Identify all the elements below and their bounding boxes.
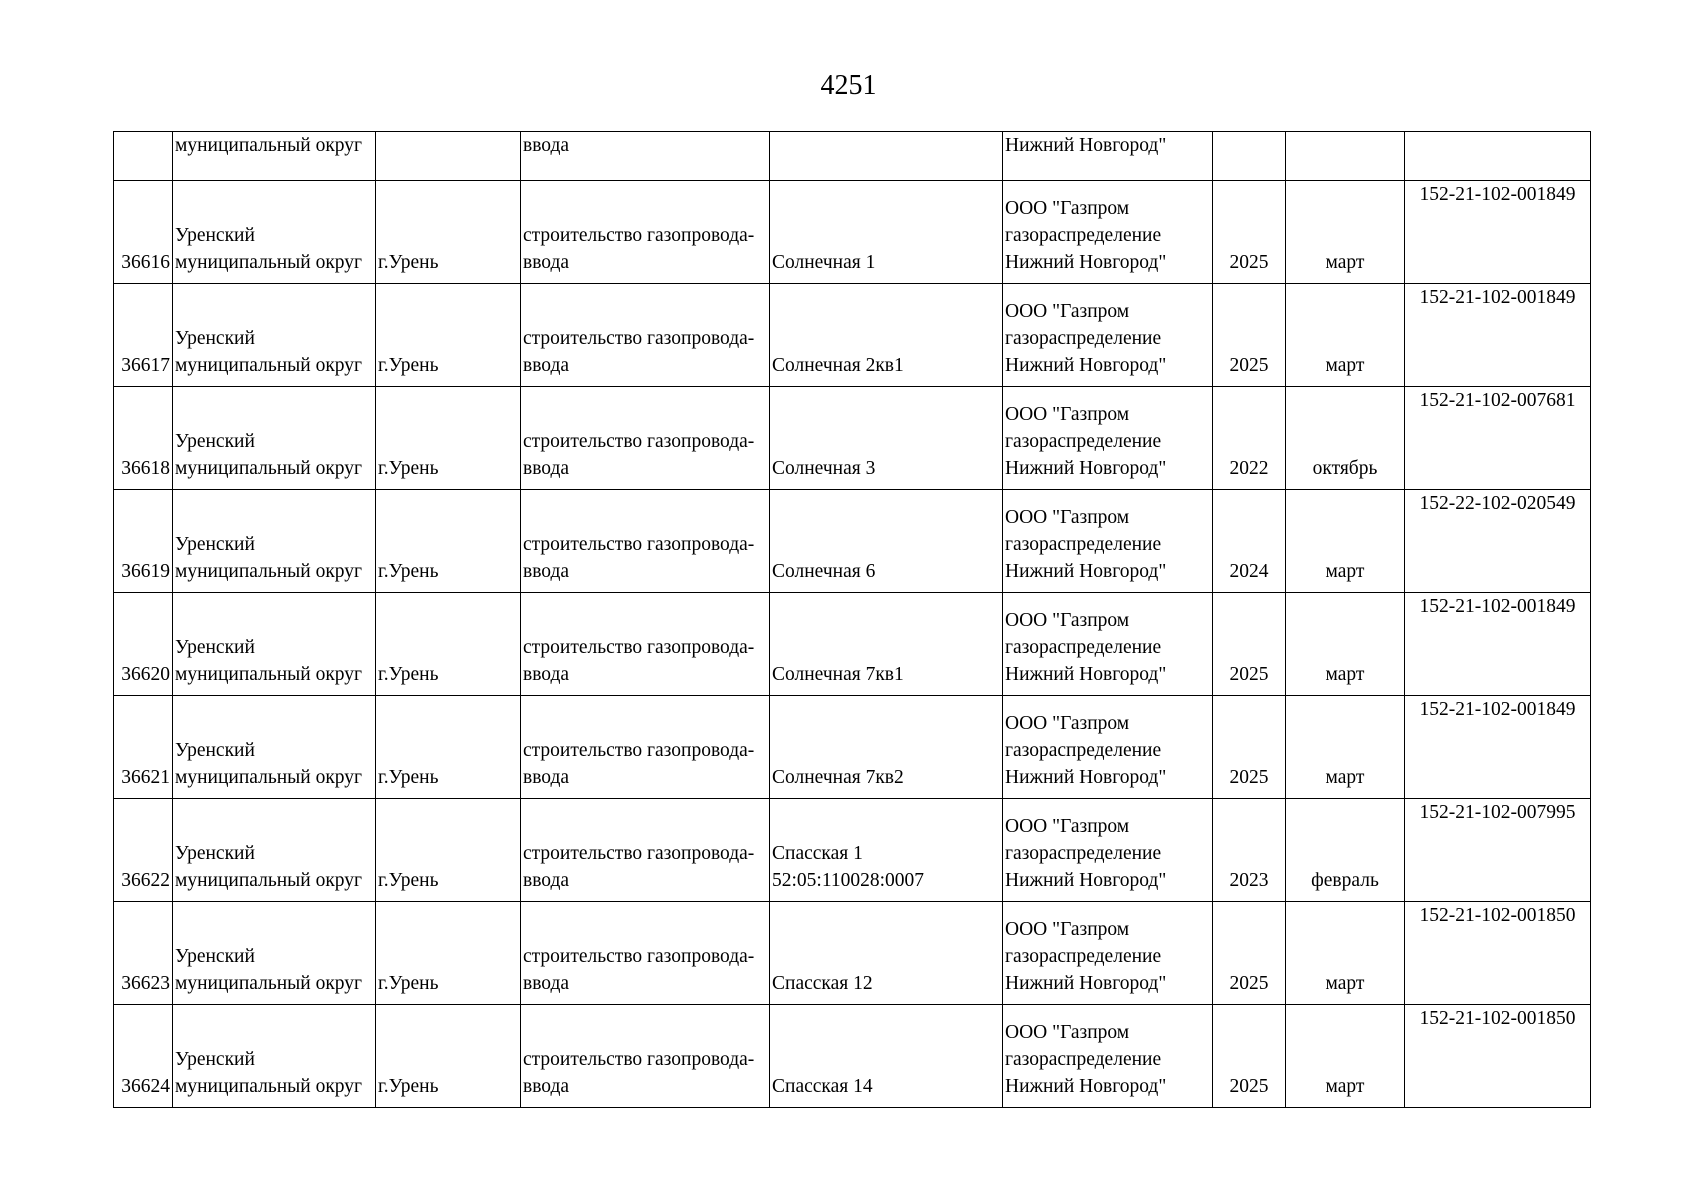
cell-num-value: 36622 xyxy=(121,870,170,891)
table-row xyxy=(114,902,1591,1005)
cell-district-line: муниципальный округ xyxy=(175,561,363,582)
cell-code xyxy=(1405,799,1591,902)
cell-address xyxy=(770,132,1003,181)
cell-locality-value: г.Урень xyxy=(378,767,439,788)
cell-work-line: ввода xyxy=(523,973,570,994)
cell-code-value: 152-22-102-020549 xyxy=(1419,493,1576,514)
cell-num xyxy=(114,132,173,181)
cell-org-line: ООО "Газпром xyxy=(1005,198,1130,219)
cell-district-line: муниципальный округ xyxy=(175,1076,363,1097)
cell-district-line: Уренский xyxy=(175,843,255,864)
cell-address xyxy=(770,284,1003,387)
cell-org-line: ООО "Газпром xyxy=(1005,713,1130,734)
cell-locality-value: г.Урень xyxy=(378,252,439,273)
cell-work-line: ввода xyxy=(523,1076,570,1097)
cell-district-line: муниципальный округ xyxy=(175,458,363,479)
cell-org-line: ООО "Газпром xyxy=(1005,507,1130,528)
table-row xyxy=(114,284,1591,387)
table-row xyxy=(114,593,1591,696)
cell-code-value: 152-21-102-001849 xyxy=(1419,596,1576,617)
cell-address-line: Спасская 1 xyxy=(772,843,863,864)
cell-work-line: ввода xyxy=(523,561,570,582)
cell-code xyxy=(1405,284,1591,387)
cell-district-line: Уренский xyxy=(175,740,255,761)
cell-district-line: Уренский xyxy=(175,328,255,349)
cell-district-line: Уренский xyxy=(175,534,255,555)
cell-code xyxy=(1405,1005,1591,1108)
cell-num-value: 36620 xyxy=(121,664,170,685)
cell-address xyxy=(770,387,1003,490)
cell-org-line: ООО "Газпром xyxy=(1005,610,1130,631)
cell-year-value: 2025 xyxy=(1229,252,1269,273)
cell-month-value: февраль xyxy=(1311,870,1379,891)
cell-month-value: март xyxy=(1325,664,1365,685)
cell-org-line: ООО "Газпром xyxy=(1005,404,1130,425)
cell-code-value: 152-21-102-001850 xyxy=(1419,905,1576,926)
cell-org-line: Нижний Новгород" xyxy=(1005,561,1167,582)
cell-org-line: ООО "Газпром xyxy=(1005,816,1130,837)
cell-org-line: газораспределение xyxy=(1005,225,1162,246)
cell-address-line: Солнечная 2кв1 xyxy=(772,355,904,376)
cell-month xyxy=(1286,799,1405,902)
cell-org-line: Нижний Новгород" xyxy=(1005,458,1167,479)
table-row xyxy=(114,490,1591,593)
cell-org-line: Нижний Новгород" xyxy=(1005,767,1167,788)
cell-num xyxy=(114,1005,173,1108)
cell-locality xyxy=(376,799,521,902)
cell-district-line: муниципальный округ xyxy=(175,664,363,685)
cell-org-line: газораспределение xyxy=(1005,740,1162,761)
cell-year-value: 2022 xyxy=(1229,458,1269,479)
cell-org-line: Нижний Новгород" xyxy=(1005,1076,1167,1097)
cell-num xyxy=(114,593,173,696)
cell-org xyxy=(1003,799,1213,902)
cell-year xyxy=(1213,799,1286,902)
cell-org-line: газораспределение xyxy=(1005,946,1162,967)
cell-month xyxy=(1286,902,1405,1005)
cell-address xyxy=(770,181,1003,284)
cell-year xyxy=(1213,1005,1286,1108)
cell-locality xyxy=(376,490,521,593)
cell-org-line: ООО "Газпром xyxy=(1005,1022,1130,1043)
cell-year-value: 2025 xyxy=(1229,1076,1269,1097)
cell-month xyxy=(1286,132,1405,181)
table-row xyxy=(114,1005,1591,1108)
cell-code-value: 152-21-102-001850 xyxy=(1419,1008,1576,1029)
cell-month-value: октябрь xyxy=(1312,458,1378,479)
cell-district xyxy=(173,902,376,1005)
cell-district xyxy=(173,490,376,593)
cell-org-line: газораспределение xyxy=(1005,534,1162,555)
cell-work-line: строительство газопровода- xyxy=(523,534,755,555)
cell-district-line: Уренский xyxy=(175,431,255,452)
cell-month-value: март xyxy=(1325,561,1365,582)
cell-year xyxy=(1213,696,1286,799)
cell-address-line: Солнечная 7кв1 xyxy=(772,664,904,685)
cell-code xyxy=(1405,593,1591,696)
cell-org-line: газораспределение xyxy=(1005,1049,1162,1070)
cell-year-value: 2025 xyxy=(1229,767,1269,788)
cell-code-value: 152-21-102-001849 xyxy=(1419,287,1576,308)
cell-org-line: Нижний Новгород" xyxy=(1005,973,1167,994)
cell-org xyxy=(1003,593,1213,696)
cell-month xyxy=(1286,593,1405,696)
cell-district-line: муниципальный округ xyxy=(175,767,363,788)
cell-address xyxy=(770,593,1003,696)
cell-year xyxy=(1213,284,1286,387)
cell-month xyxy=(1286,490,1405,593)
cell-address-line: Солнечная 7кв2 xyxy=(772,767,904,788)
cell-org-line: Нижний Новгород" xyxy=(1005,355,1167,376)
table-row xyxy=(114,696,1591,799)
cell-locality-value: г.Урень xyxy=(378,561,439,582)
table-row xyxy=(114,181,1591,284)
cell-address-line: Солнечная 3 xyxy=(772,458,876,479)
cell-address-line: Солнечная 6 xyxy=(772,561,876,582)
cell-num-value: 36618 xyxy=(121,458,170,479)
cell-year-value: 2025 xyxy=(1229,664,1269,685)
cell-month-value: март xyxy=(1325,252,1365,273)
cell-district-line: муниципальный округ xyxy=(175,355,363,376)
cell-district xyxy=(173,181,376,284)
cell-locality xyxy=(376,593,521,696)
cell-district-line: Уренский xyxy=(175,946,255,967)
cell-locality-value: г.Урень xyxy=(378,1076,439,1097)
cell-month xyxy=(1286,284,1405,387)
cell-num xyxy=(114,387,173,490)
cell-org-line: газораспределение xyxy=(1005,843,1162,864)
cell-num-value: 36623 xyxy=(121,973,170,994)
cell-locality xyxy=(376,387,521,490)
cell-num xyxy=(114,696,173,799)
continuation-row xyxy=(114,132,1591,181)
cell-year-value: 2025 xyxy=(1229,973,1269,994)
cell-work: ввода xyxy=(521,132,770,181)
page-number: 4251 xyxy=(820,70,877,101)
cell-year xyxy=(1213,490,1286,593)
cell-code xyxy=(1405,387,1591,490)
cell-work-line: строительство газопровода- xyxy=(523,328,755,349)
cell-locality xyxy=(376,132,521,181)
cell-org: Нижний Новгород" xyxy=(1003,132,1213,181)
cell-address xyxy=(770,490,1003,593)
cell-code-value: 152-21-102-007681 xyxy=(1419,390,1576,411)
cell-district-line: муниципальный округ xyxy=(175,973,363,994)
cell-district-line: Уренский xyxy=(175,225,255,246)
cell-org xyxy=(1003,902,1213,1005)
cell-work xyxy=(521,696,770,799)
cell-work xyxy=(521,902,770,1005)
table-row xyxy=(114,387,1591,490)
cell-locality xyxy=(376,284,521,387)
cell-code xyxy=(1405,490,1591,593)
cell-year-value: 2023 xyxy=(1229,870,1269,891)
cell-year xyxy=(1213,387,1286,490)
cell-work-line: строительство газопровода- xyxy=(523,637,755,658)
cell-locality xyxy=(376,696,521,799)
registry-table xyxy=(113,131,1591,1108)
cell-district xyxy=(173,696,376,799)
cell-work-line: строительство газопровода- xyxy=(523,740,755,761)
table-row xyxy=(114,799,1591,902)
cell-work-line: строительство газопровода- xyxy=(523,225,755,246)
cell-work xyxy=(521,1005,770,1108)
cell-org-line: газораспределение xyxy=(1005,328,1162,349)
cell-num xyxy=(114,799,173,902)
cell-locality-value: г.Урень xyxy=(378,458,439,479)
cell-work-line: ввода xyxy=(523,355,570,376)
cell-address-line: Спасская 12 xyxy=(772,973,873,994)
cell-year-value: 2025 xyxy=(1229,355,1269,376)
cell-work-line: строительство газопровода- xyxy=(523,431,755,452)
cell-district-line: Уренский xyxy=(175,637,255,658)
cell-work-line: ввода xyxy=(523,664,570,685)
cell-work-line: ввода xyxy=(523,870,570,891)
cell-locality-value: г.Урень xyxy=(378,355,439,376)
cell-address-line: 52:05:110028:0007 xyxy=(772,870,925,891)
cell-work xyxy=(521,387,770,490)
cell-address xyxy=(770,902,1003,1005)
cell-org-line: ООО "Газпром xyxy=(1005,919,1130,940)
cell-month-value: март xyxy=(1325,1076,1365,1097)
cell-num-value: 36616 xyxy=(121,252,170,273)
cell-num xyxy=(114,181,173,284)
cell-work xyxy=(521,284,770,387)
cell-num-value: 36617 xyxy=(121,355,170,376)
cell-month xyxy=(1286,181,1405,284)
cell-year xyxy=(1213,181,1286,284)
cell-locality-value: г.Урень xyxy=(378,664,439,685)
cell-district xyxy=(173,799,376,902)
cell-district: муниципальный округ xyxy=(173,132,376,181)
cell-locality xyxy=(376,1005,521,1108)
cell-locality xyxy=(376,902,521,1005)
cell-org xyxy=(1003,1005,1213,1108)
cell-locality-value: г.Урень xyxy=(378,870,439,891)
cell-num xyxy=(114,284,173,387)
cell-org-line: Нижний Новгород" xyxy=(1005,870,1167,891)
cell-district-line: муниципальный округ xyxy=(175,870,363,891)
cell-org-line: Нижний Новгород" xyxy=(1005,252,1167,273)
cell-work-line: ввода xyxy=(523,252,570,273)
cell-work-line: строительство газопровода- xyxy=(523,946,755,967)
cell-year xyxy=(1213,593,1286,696)
cell-work xyxy=(521,490,770,593)
cell-address-line: Солнечная 1 xyxy=(772,252,876,273)
cell-locality xyxy=(376,181,521,284)
cell-district xyxy=(173,593,376,696)
cell-org-line: ООО "Газпром xyxy=(1005,301,1130,322)
cell-code xyxy=(1405,902,1591,1005)
cell-work-line: строительство газопровода- xyxy=(523,843,755,864)
cell-code-value: 152-21-102-007995 xyxy=(1419,802,1576,823)
cell-org xyxy=(1003,387,1213,490)
cell-district xyxy=(173,284,376,387)
cell-month-value: март xyxy=(1325,355,1365,376)
cell-district xyxy=(173,387,376,490)
cell-district-line: Уренский xyxy=(175,1049,255,1070)
cell-address xyxy=(770,799,1003,902)
cell-locality-value: г.Урень xyxy=(378,973,439,994)
cell-address xyxy=(770,696,1003,799)
cell-year xyxy=(1213,132,1286,181)
cell-work-line: ввода xyxy=(523,767,570,788)
cell-code xyxy=(1405,181,1591,284)
cell-district-line: муниципальный округ xyxy=(175,252,363,273)
cell-work xyxy=(521,593,770,696)
cell-code-value: 152-21-102-001849 xyxy=(1419,699,1576,720)
cell-month-value: март xyxy=(1325,767,1365,788)
cell-org-line: Нижний Новгород" xyxy=(1005,664,1167,685)
cell-district xyxy=(173,1005,376,1108)
cell-org xyxy=(1003,181,1213,284)
cell-month xyxy=(1286,1005,1405,1108)
cell-work-line: строительство газопровода- xyxy=(523,1049,755,1070)
cell-year-value: 2024 xyxy=(1229,561,1269,582)
cell-org-line: газораспределение xyxy=(1005,637,1162,658)
cell-code xyxy=(1405,696,1591,799)
cell-month-value: март xyxy=(1325,973,1365,994)
cell-work-line: ввода xyxy=(523,458,570,479)
cell-month xyxy=(1286,696,1405,799)
cell-org xyxy=(1003,696,1213,799)
cell-work xyxy=(521,181,770,284)
cell-month xyxy=(1286,387,1405,490)
cell-address xyxy=(770,1005,1003,1108)
cell-num xyxy=(114,490,173,593)
cell-code xyxy=(1405,132,1591,181)
cell-year xyxy=(1213,902,1286,1005)
cell-org xyxy=(1003,284,1213,387)
cell-org-line: газораспределение xyxy=(1005,431,1162,452)
table-body xyxy=(114,132,1591,1108)
cell-work xyxy=(521,799,770,902)
cell-address-line: Спасская 14 xyxy=(772,1076,873,1097)
cell-num-value: 36621 xyxy=(121,767,170,788)
cell-org xyxy=(1003,490,1213,593)
cell-num xyxy=(114,902,173,1005)
cell-code-value: 152-21-102-001849 xyxy=(1419,184,1576,205)
cell-num-value: 36619 xyxy=(121,561,170,582)
cell-num-value: 36624 xyxy=(121,1076,170,1097)
